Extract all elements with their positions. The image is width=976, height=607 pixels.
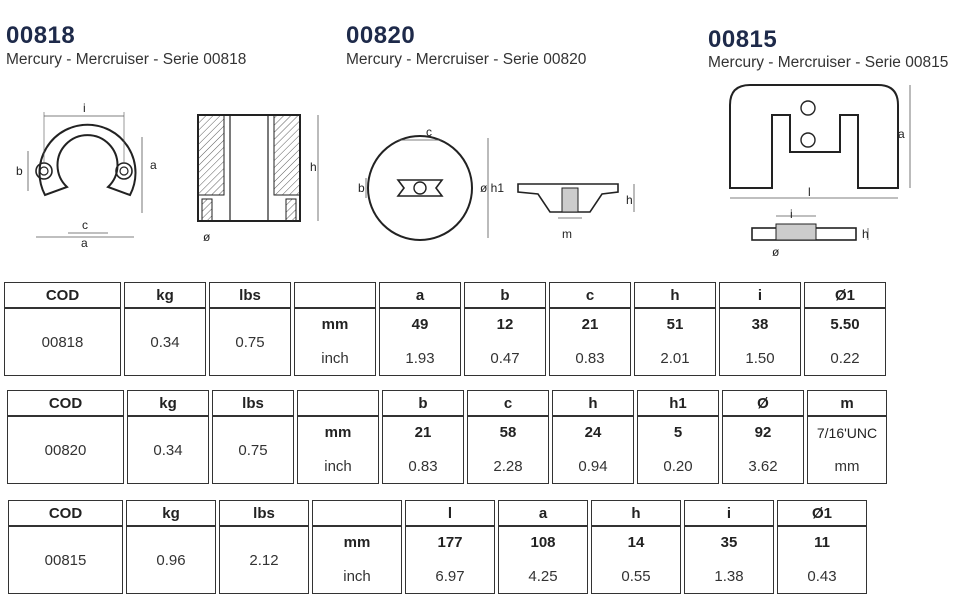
header-cod: COD (8, 500, 123, 526)
value-mm: 177 (437, 534, 463, 551)
technical-drawing-00818 (0, 95, 340, 260)
header-i: i (684, 500, 774, 526)
spec-table-00818 (1, 282, 889, 376)
header-kg: kg (124, 282, 206, 308)
header-cod: COD (4, 282, 121, 308)
dim-label-a: a (150, 158, 157, 172)
cell-b (382, 416, 464, 484)
value-inch: 1.93 (405, 350, 435, 367)
header-b: b (464, 282, 546, 308)
cell-units (297, 416, 379, 484)
dim-label-diameter: ø (772, 245, 780, 259)
value-inch: 0.94 (578, 458, 608, 475)
value-inch: 0.22 (830, 350, 860, 367)
cell-cod: 00820 (7, 416, 124, 484)
cell-m (807, 416, 887, 484)
cell-a (379, 308, 461, 376)
dim-label-a2: a (81, 236, 88, 250)
product-subtitle-00818: Mercury - Mercruiser - Serie 00818 (6, 51, 247, 68)
product-subtitle-00815: Mercury - Mercruiser - Serie 00815 (708, 54, 949, 71)
header-unit (294, 282, 376, 308)
dim-label-i: i (83, 101, 86, 115)
value-mm: 21 (414, 424, 432, 441)
dim-label-h: h (862, 227, 869, 241)
unit-inch: inch (343, 568, 371, 585)
value-inch: mm (834, 458, 860, 475)
value-inch: 6.97 (435, 568, 465, 585)
value-inch: 4.25 (528, 568, 558, 585)
value-mm: 14 (627, 534, 645, 551)
unit-inch: inch (324, 458, 352, 475)
dim-label-c: c (426, 125, 432, 139)
cell-h (634, 308, 716, 376)
technical-drawing-00815 (720, 80, 976, 260)
dim-label-l: l (808, 185, 811, 199)
dim-label-diameter: ø (203, 230, 211, 244)
header-lbs: lbs (219, 500, 309, 526)
value-mm: 58 (499, 424, 517, 441)
dim-label-diameter-h1: ø h1 (480, 181, 505, 195)
cell-kg: 0.34 (127, 416, 209, 484)
header-h: h (591, 500, 681, 526)
cell-phi1 (777, 526, 867, 594)
value-mm: 21 (581, 316, 599, 333)
value-inch: 0.20 (663, 458, 693, 475)
dim-label-h: h (310, 160, 317, 174)
cell-cod: 00818 (4, 308, 121, 376)
value-mm: 11 (814, 534, 830, 551)
dim-label-m: m (562, 227, 572, 241)
cell-cod: 00815 (8, 526, 123, 594)
header-lbs: lbs (209, 282, 291, 308)
value-mm: 92 (754, 424, 772, 441)
cell-h1 (637, 416, 719, 484)
cell-lbs: 2.12 (219, 526, 309, 594)
header-h: h (552, 390, 634, 416)
value-inch: 0.83 (575, 350, 605, 367)
cell-phi (722, 416, 804, 484)
spec-table-00815 (5, 500, 870, 594)
header-unit (312, 500, 402, 526)
header-i: i (719, 282, 801, 308)
cell-units (312, 526, 402, 594)
header-h: h (634, 282, 716, 308)
product-code-00820: 00820 (346, 22, 416, 49)
header-a: a (379, 282, 461, 308)
unit-mm: mm (324, 424, 352, 441)
value-inch: 2.01 (660, 350, 690, 367)
cell-a (498, 526, 588, 594)
product-subtitle-00820: Mercury - Mercruiser - Serie 00820 (346, 51, 587, 68)
value-mm: 49 (411, 316, 429, 333)
cell-kg: 0.96 (126, 526, 216, 594)
unit-inch: inch (321, 350, 349, 367)
cell-b (464, 308, 546, 376)
value-mm: 12 (496, 316, 514, 333)
header-phi1: Ø1 (804, 282, 886, 308)
value-mm: 38 (751, 316, 769, 333)
cell-c (549, 308, 631, 376)
product-code-00818: 00818 (6, 22, 76, 49)
value-mm: 5 (673, 424, 683, 441)
header-cod: COD (7, 390, 124, 416)
value-inch: 1.50 (745, 350, 775, 367)
value-mm: 108 (530, 534, 556, 551)
unit-mm: mm (343, 534, 371, 551)
header-kg: kg (126, 500, 216, 526)
header-kg: kg (127, 390, 209, 416)
dim-label-c: c (82, 218, 88, 232)
cell-lbs: 0.75 (209, 308, 291, 376)
header-h1: h1 (637, 390, 719, 416)
dim-label-h: h (626, 193, 633, 207)
cell-i (719, 308, 801, 376)
header-c: c (549, 282, 631, 308)
header-c: c (467, 390, 549, 416)
dim-label-i: i (790, 207, 793, 221)
value-mm: 51 (666, 316, 684, 333)
header-a: a (498, 500, 588, 526)
unit-mm: mm (321, 316, 349, 333)
value-inch: 2.28 (493, 458, 523, 475)
value-mm: 5.50 (830, 316, 860, 333)
dim-label-b: b (16, 164, 23, 178)
cell-i (684, 526, 774, 594)
cell-l (405, 526, 495, 594)
value-mm: 7/16'UNC (816, 425, 878, 441)
value-inch: 3.62 (748, 458, 778, 475)
technical-drawing-00820 (340, 120, 660, 250)
header-b: b (382, 390, 464, 416)
value-inch: 0.47 (490, 350, 520, 367)
dim-label-a: a (898, 127, 905, 141)
value-inch: 0.83 (408, 458, 438, 475)
header-l: l (405, 500, 495, 526)
spec-table-00820 (4, 390, 890, 484)
header-lbs: lbs (212, 390, 294, 416)
value-mm: 24 (584, 424, 602, 441)
cell-h (552, 416, 634, 484)
value-inch: 0.55 (621, 568, 651, 585)
cell-c (467, 416, 549, 484)
dim-label-b: b (358, 181, 365, 195)
product-code-00815: 00815 (708, 26, 778, 53)
value-inch: 0.43 (807, 568, 837, 585)
cell-phi1 (804, 308, 886, 376)
cell-h (591, 526, 681, 594)
cell-lbs: 0.75 (212, 416, 294, 484)
header-unit (297, 390, 379, 416)
header-phi1: Ø1 (777, 500, 867, 526)
cell-units (294, 308, 376, 376)
cell-kg: 0.34 (124, 308, 206, 376)
value-mm: 35 (720, 534, 738, 551)
header-phi: Ø (722, 390, 804, 416)
header-m: m (807, 390, 887, 416)
value-inch: 1.38 (714, 568, 744, 585)
